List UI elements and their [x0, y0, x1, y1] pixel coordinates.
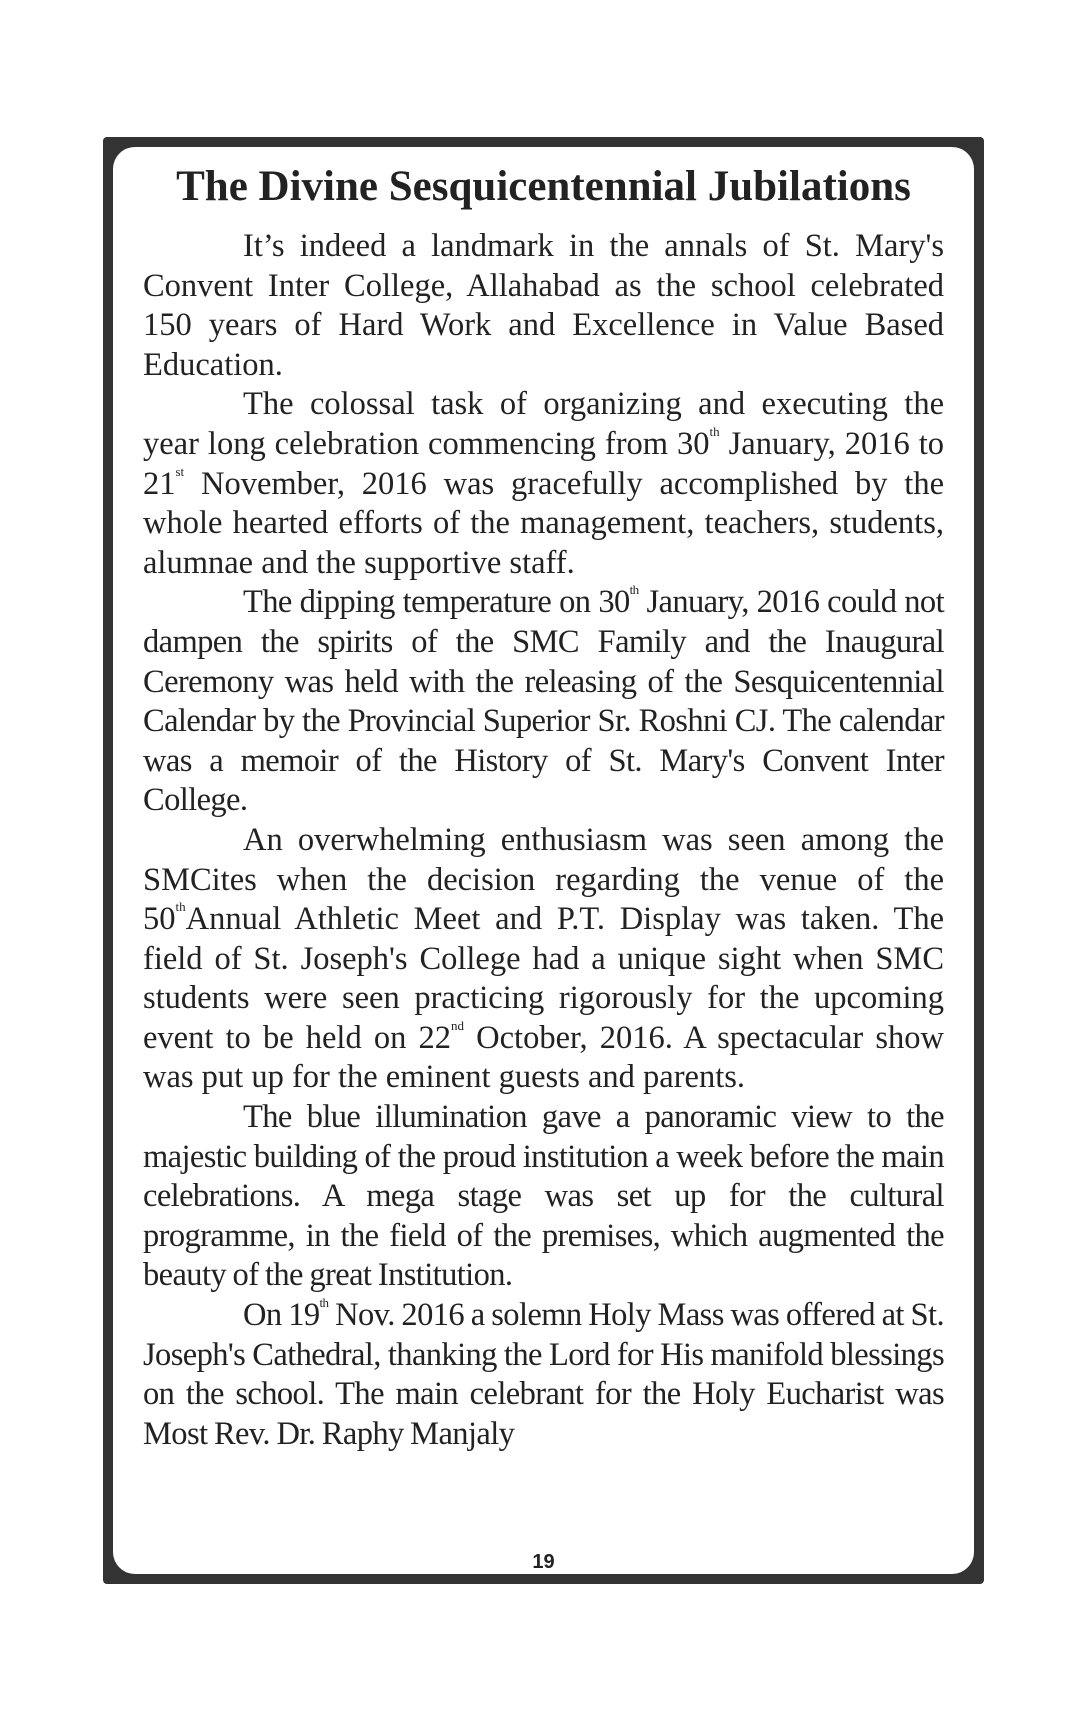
ordinal-suffix: th: [709, 423, 720, 439]
ordinal-suffix: nd: [451, 1017, 464, 1033]
paragraph-6: On 19th Nov. 2016 a solemn Holy Mass was offered at St. Joseph's Cathedral, thanking the Lord for His manifold blessings on the school. The main celebrant for the Holy Eucharist was Most Rev. Dr. Raphy Manjaly: [143, 1295, 944, 1452]
ordinal-suffix: th: [629, 582, 639, 598]
paragraph-5: The blue illumination gave a panoramic view to the majestic building of the proud institution a week before the main celebrations. A mega stage was set up for the cultural programme, in the field of the premises, which augmented the beauty of the great Institution.: [143, 1099, 944, 1294]
page-title: The Divine Sesquicentennial Jubilations: [176, 163, 911, 210]
paragraph-3: The dipping temperature on 30th January, 2016 could not dampen the spirits of the SMC Family and the Inaugural Ceremony was held with the releasing of the Sesquicentennial Calendar by the Provincial Superior Sr. Roshni CJ. The calendar was a memoir of the History of St. Mary's Convent Inter College.: [143, 582, 944, 819]
ordinal-suffix: th: [319, 1295, 329, 1311]
ordinal-suffix: th: [175, 899, 186, 915]
page-number: 19: [532, 1551, 555, 1573]
article-body: [143, 227, 944, 1454]
paragraph-2: The colossal task of organizing and executing the year long celebration commencing from 30th January, 2016 to 21st November, 2016 was gracefully accomplished by the whole hearted efforts of the management, teachers, students, alumnae and the supportive staff.: [143, 386, 944, 581]
paragraph-1: It’s indeed a landmark in the annals of St. Mary's Convent Inter College, Allahabad as the school celebrated 150 years of Hard Work and Excellence in Value Based Education.: [143, 228, 944, 383]
ordinal-suffix: st: [175, 463, 185, 479]
paragraph-4: An overwhelming enthusiasm was seen among the SMCites when the decision regarding the venue of the 50thAnnual Athletic Meet and P.T. Display was taken. The field of St. Joseph's College had a unique sight when SMC students were seen practicing rigorously for the upcoming event to be held on 22nd October, 2016. A spectacular show was put up for the eminent guests and parents.: [143, 821, 944, 1096]
